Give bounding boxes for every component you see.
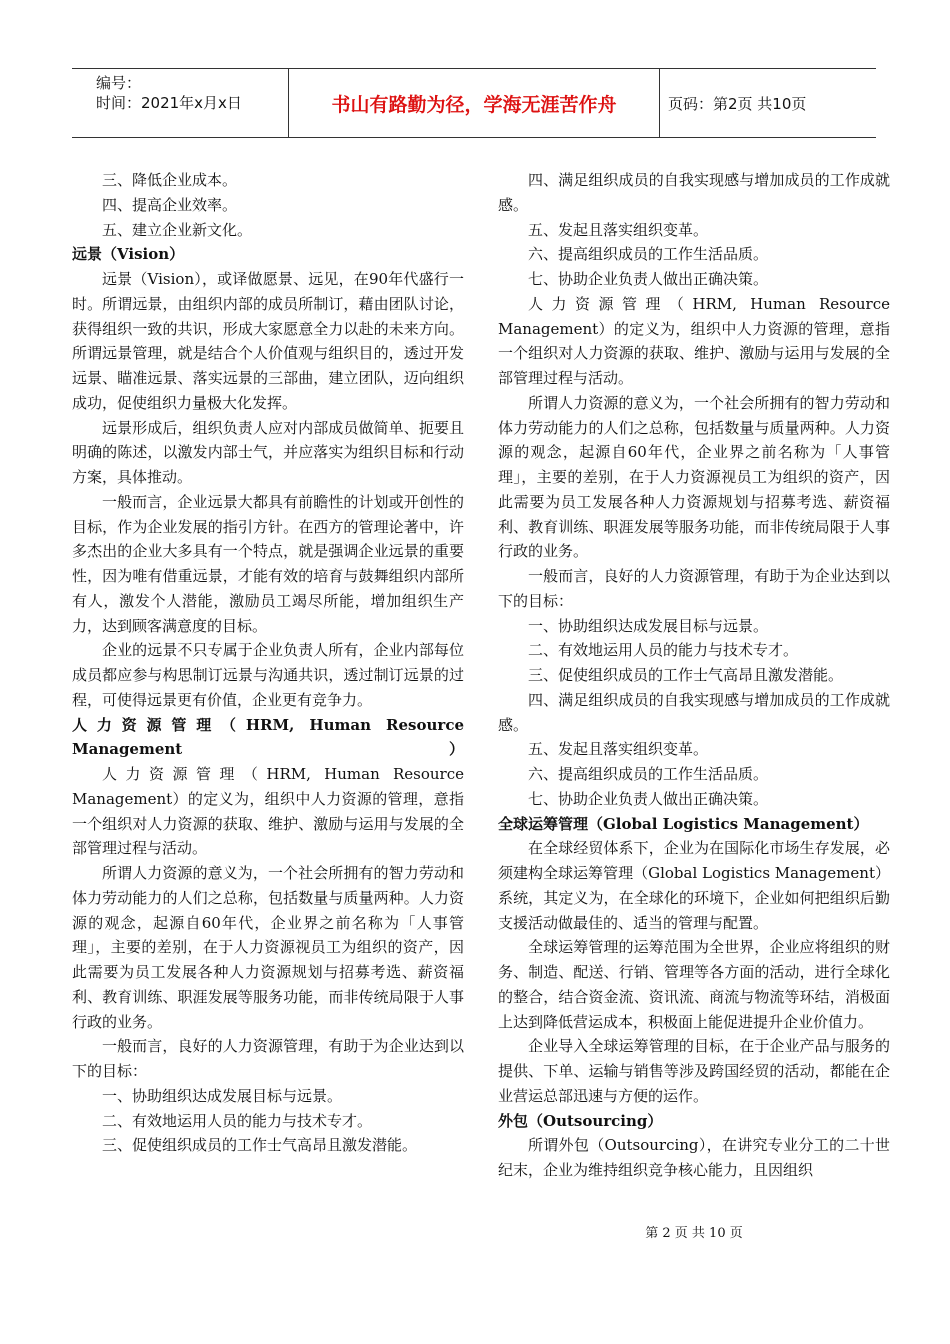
page-footer: 第 2 页 共 10 页: [645, 1226, 743, 1241]
list-item: 六、提高组织成员的工作生活品质。: [528, 765, 769, 783]
list-item: 三、促使组织成员的工作士气高昂且激发潜能。: [528, 666, 844, 684]
list-item: 七、协助企业负责人做出正确决策。: [528, 270, 769, 288]
section-heading-glm: 全球运筹管理（Global Logistics Management）: [498, 814, 869, 833]
number-label: 编号：: [96, 74, 142, 92]
paragraph: 一般而言，良好的人力资源管理，有助于为企业达到以下的目标：: [72, 1037, 464, 1080]
list-item: 三、促使组织成员的工作士气高昂且激发潜能。: [102, 1136, 418, 1155]
list-item: 一、协助组织达成发展目标与远景。: [528, 616, 769, 635]
list-item: 六、提高组织成员的工作生活品质。: [528, 245, 769, 264]
list-item: 二、有效地运用人员的能力与技术专才。: [528, 641, 799, 660]
page-header: [72, 68, 876, 138]
right-column: [498, 168, 890, 1183]
section-heading-outsourcing: 外包（Outsourcing）: [498, 1111, 663, 1130]
list-item: 一、协助组织达成发展目标与远景。: [102, 1086, 343, 1105]
paragraph: 企业导入全球运筹管理的目标，在于企业产品与服务的提供、下单、运输与销售等涉及跨国经贸的活动，都能在企业营运总部迅速与方便的运作。: [498, 1037, 890, 1105]
paragraph: 所谓外包（Outsourcing），在讲究专业分工的二十世纪末，企业为维持组织竞争核心能力，且因组织: [498, 1136, 890, 1179]
paragraph: 远景形成后，组织负责人应对内部成员做简单、扼要且明确的陈述，以激发内部士气，并应落实为组织目标和行动方案，具体推动。: [72, 418, 464, 486]
list-item: 三、降低企业成本。: [102, 171, 238, 189]
header-motto: 书山有路勤为径，学海无涯苦作舟: [288, 69, 660, 137]
paragraph: 一般而言，良好的人力资源管理，有助于为企业达到以下的目标：: [498, 567, 890, 610]
paragraph: 人力资源管理（HRM, Human Resource Management）的定义为，组织中人力资源的管理，意指一个组织对人力资源的获取、维护、激励与运用与发展的全部管理过程与活动。: [72, 765, 464, 858]
list-item: 五、建立企业新文化。: [102, 220, 253, 239]
list-item: 七、协助企业负责人做出正确决策。: [528, 789, 769, 808]
list-item: 四、提高企业效率。: [102, 195, 238, 214]
paragraph: 所谓人力资源的意义为，一个社会所拥有的智力劳动和体力劳动能力的人们之总称，包括数量与质量两种。人力资源的观念，起源自60年代，企业界之前名称为「人事管理」，主要的差别，在于人力资源视员工为组织的资产，因此需要为员工发展各种人力资源规划与招募考选、薪资福利、教育训练、职涯发展等服务功能，而非传统局限于人事行政的业务。: [72, 864, 464, 1031]
left-column: [72, 168, 464, 1158]
paragraph: 在全球经贸体系下，企业为在国际化市场生存发展，必须建构全球运筹管理（Global Logistics Management）系统，其定义为，在全球化的环境下，企业如何把组织后勤支援活动做最佳的、适当的管理与配置。: [498, 839, 890, 932]
paragraph: 人力资源管理（HRM, Human Resource Management）的定义为，组织中人力资源的管理，意指一个组织对人力资源的获取、维护、激励与运用与发展的全部管理过程与活动。: [498, 294, 890, 387]
list-item: 二、有效地运用人员的能力与技术专才。: [102, 1111, 373, 1130]
list-item: 五、发起且落实组织变革。: [528, 740, 709, 759]
paragraph: 全球运筹管理的运筹范围为全世界，企业应将组织的财务、制造、配送、行销、管理等各方面的活动，进行全球化的整合，结合资金流、资讯流、商流与物流等环结，消极面上达到降低营运成本，积极面上能促进提升企业价值力。: [498, 938, 890, 1031]
paragraph: 一般而言，企业远景大都具有前瞻性的计划或开创性的目标，作为企业发展的指引方针。在西方的管理论著中，许多杰出的企业大多具有一个特点，就是强调企业远景的重要性，因为唯有借重远景，才能有效的培育与鼓舞组织内部所有人，激发个人潜能，激励员工竭尽所能，增加组织生产力，达到顾客满意度的目标。: [72, 492, 464, 635]
time-label: 时间：2021年x月x日: [96, 94, 242, 112]
paragraph: 远景（Vision），或译做愿景、远见，在90年代盛行一时。所谓远景，由组织内部的成员所制订，藉由团队讨论，获得组织一致的共识，形成大家愿意全力以赴的未来方向。所谓远景管理，就是结合个人价值观与组织目的，透过开发远景、瞄准远景、落实远景的三部曲，建立团队，迈向组织成功，促使组织力量极大化发挥。: [72, 270, 464, 412]
paragraph: 所谓人力资源的意义为，一个社会所拥有的智力劳动和体力劳动能力的人们之总称，包括数量与质量两种。人力资源的观念，起源自60年代，企业界之前名称为「人事管理」，主要的差别，在于人力资源视员工为组织的资产，因此需要为员工发展各种人力资源规划与招募考选、薪资福利、教育训练、职涯发展等服务功能，而非传统局限于人事行政的业务。: [498, 393, 890, 561]
list-item: 四、满足组织成员的自我实现感与增加成员的工作成就感。: [498, 171, 890, 214]
section-heading-hrm: 人力资源管理（HRM, Human Resource Management）: [72, 715, 464, 759]
list-item: 五、发起且落实组织变革。: [528, 220, 709, 239]
paragraph: 企业的远景不只专属于企业负责人所有，企业内部每位成员都应参与构思制订远景与沟通共识，透过制订远景的过程，可使得远景更有价值，企业更有竞争力。: [72, 641, 464, 709]
section-heading-vision: 远景（Vision）: [72, 245, 185, 264]
header-meta: [72, 69, 288, 137]
header-page-label: 页码：第2页 共10页: [668, 94, 807, 113]
list-item: 四、满足组织成员的自我实现感与增加成员的工作成就感。: [498, 690, 890, 734]
